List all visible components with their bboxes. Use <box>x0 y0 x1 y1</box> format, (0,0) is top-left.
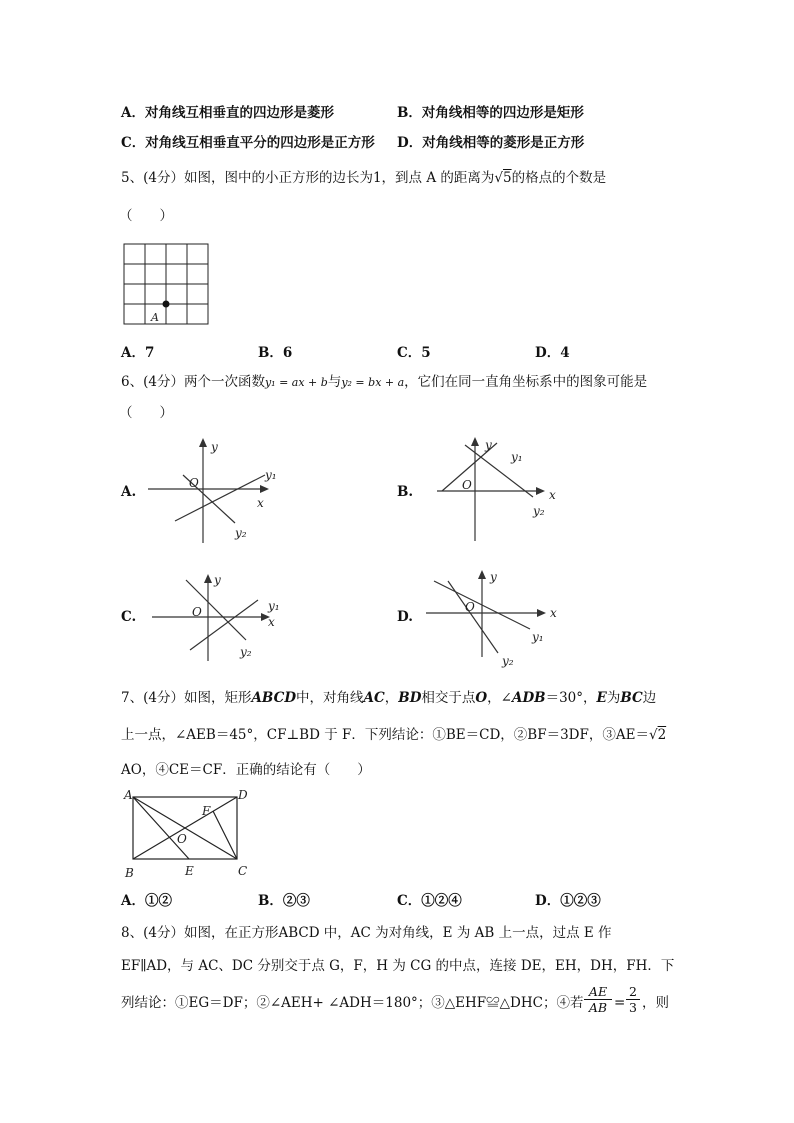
q5-option-a: A．7 <box>121 345 155 361</box>
q6-a-label-y2: y₂ <box>235 526 247 540</box>
q6-c-axis-y: y <box>214 573 221 587</box>
q7-text-a: 7、(4分）如图，矩形 <box>121 690 252 706</box>
q7-fig-a: A <box>124 788 133 802</box>
q7-text-h: O <box>475 690 488 706</box>
q7-line2-text: 上一点，∠AEB＝45°，CF⊥BD 于 F．下列结论：①BE＝CD，②BF＝3DF，③AE＝ <box>121 727 649 743</box>
q7-option-d: D．①②③ <box>535 893 601 909</box>
q6-d-origin: O <box>465 600 475 614</box>
q7-stem-line-1 <box>121 690 656 706</box>
q6-b-label-y1: y₁ <box>511 450 523 464</box>
q6-a-axis-x: x <box>257 496 264 510</box>
q5-point-a-label: A <box>151 311 159 324</box>
q7-fig-b: B <box>125 866 134 880</box>
q6-c-label-y2: y₂ <box>240 645 252 659</box>
q5-grid-figure <box>123 243 213 328</box>
q8-stem-line-3-end: ，则 <box>642 995 669 1011</box>
q6-c-axis-x: x <box>268 615 275 629</box>
q6-option-c-label: C. <box>121 609 137 625</box>
q6-stem-b: ，它们在同一直角坐标系中的图象可能是 <box>404 374 648 390</box>
q6-d-label-y2: y₂ <box>502 654 514 668</box>
q6-b-axis-y: y <box>485 438 492 452</box>
q7-stem-line-2 <box>121 727 666 743</box>
q7-text-k: ＝30°， <box>545 690 597 706</box>
q5-option-c: C．5 <box>397 345 431 361</box>
q7-text-g: 相交于点 <box>421 690 476 706</box>
q5-option-b: B．6 <box>258 345 293 361</box>
q6-answer-paren: （ ） <box>119 405 173 421</box>
q6-option-a-label: A. <box>121 484 137 500</box>
q7-text-e: ， <box>384 690 399 706</box>
q7-text-c: 中，对角线 <box>296 690 364 706</box>
q6-graph-d <box>420 565 570 675</box>
q5-sqrt: √5 <box>494 170 512 186</box>
q6-formula-2: y₂ = bx + a <box>341 376 405 389</box>
q6-a-label-y1: y₁ <box>265 468 277 482</box>
q6-graph-b <box>425 435 575 545</box>
q8-stem-line-2: EF∥AD，与 AC、DC 分别交于点 G，F，H 为 CG 的中点，连接 DE，EH，DH，FH．下 <box>121 958 675 974</box>
q6-graph-a <box>145 435 285 545</box>
q8-frac-num: AE <box>584 984 612 1000</box>
q8-fraction-2-3 <box>626 984 640 1015</box>
q8-equals: = <box>614 995 626 1011</box>
q7-rectangle-figure <box>121 785 261 880</box>
q6-b-label-y2: y₂ <box>533 504 545 518</box>
q6-b-origin: O <box>462 478 472 492</box>
q7-text-m: 为 <box>606 690 621 706</box>
q6-stem-mid: 与 <box>327 374 342 390</box>
q5-stem-b: 的格点的个数是 <box>511 170 607 186</box>
q6-stem-a: 6、(4分）两个一次函数 <box>121 374 265 390</box>
q8-frac2-num: 2 <box>626 984 640 1000</box>
q7-option-b: B．②③ <box>258 893 310 909</box>
q7-text-l: E <box>596 690 607 706</box>
q6-option-b-label: B. <box>397 484 414 500</box>
q8-stem-line-1: 8、(4分）如图，在正方形ABCD 中，AC 为对角线，E 为 AB 上一点，过点 E 作 <box>121 925 612 941</box>
q6-stem <box>121 374 647 391</box>
q4-option-b: B．对角线相等的四边形是矩形 <box>397 105 584 121</box>
q7-text-i: ，∠ <box>487 690 512 706</box>
q7-fig-d: D <box>238 788 248 802</box>
q7-fig-f: F <box>202 804 211 818</box>
q7-text-f: BD <box>398 690 422 706</box>
q6-c-label-y1: y₁ <box>268 599 280 613</box>
q6-d-axis-y: y <box>490 570 497 584</box>
q4-option-c: C．对角线互相垂直平分的四边形是正方形 <box>121 135 375 151</box>
q7-text-n: BC <box>620 690 643 706</box>
q5-stem-a: 5、(4分）如图，图中的小正方形的边长为1，到点 A 的距离为 <box>121 170 495 186</box>
q7-option-c: C．①②④ <box>397 893 462 909</box>
q5-point-a <box>163 301 170 308</box>
q8-frac-den: AB <box>588 1000 608 1015</box>
q6-d-label-y1: y₁ <box>532 630 544 644</box>
q6-formula-1: y₁ = ax + b <box>264 376 328 389</box>
q5-stem <box>121 170 606 186</box>
q7-option-a: A．①② <box>121 893 172 909</box>
q7-fig-c: C <box>238 864 248 878</box>
q6-a-origin: O <box>189 476 199 490</box>
q5-answer-paren: （ ） <box>119 208 173 224</box>
q7-text-b: ABCD <box>251 690 297 706</box>
q7-fig-o: O <box>177 832 187 846</box>
q8-stem-line-3: 列结论：①EG＝DF；②∠AEH+ ∠ADH＝180°；③△EHF≌△DHC；④若 <box>121 995 584 1011</box>
q6-d-axis-x: x <box>550 606 557 620</box>
q7-text-d: AC <box>363 690 385 706</box>
q4-option-a: A．对角线互相垂直的四边形是菱形 <box>121 105 334 121</box>
q6-b-axis-x: x <box>549 488 556 502</box>
q4-option-d: D．对角线相等的菱形是正方形 <box>397 135 585 151</box>
q6-a-axis-y: y <box>211 440 218 454</box>
q7-text-j: ADB <box>511 690 546 706</box>
q7-fig-e: E <box>185 864 194 878</box>
q7-sqrt: √2 <box>648 727 667 743</box>
q6-graph-c <box>150 568 295 663</box>
q7-stem-line-3: AO，④CE＝CF．正确的结论有（ ） <box>121 762 371 778</box>
q8-frac2-den: 3 <box>629 1000 637 1015</box>
q6-option-d-label: D. <box>397 609 413 625</box>
q6-c-origin: O <box>192 605 202 619</box>
q8-fraction-ae-ab <box>584 984 612 1015</box>
q6-d-line-y2 <box>448 581 498 653</box>
q7-text-o: 边 <box>642 690 657 706</box>
q5-option-d: D．4 <box>535 345 570 361</box>
